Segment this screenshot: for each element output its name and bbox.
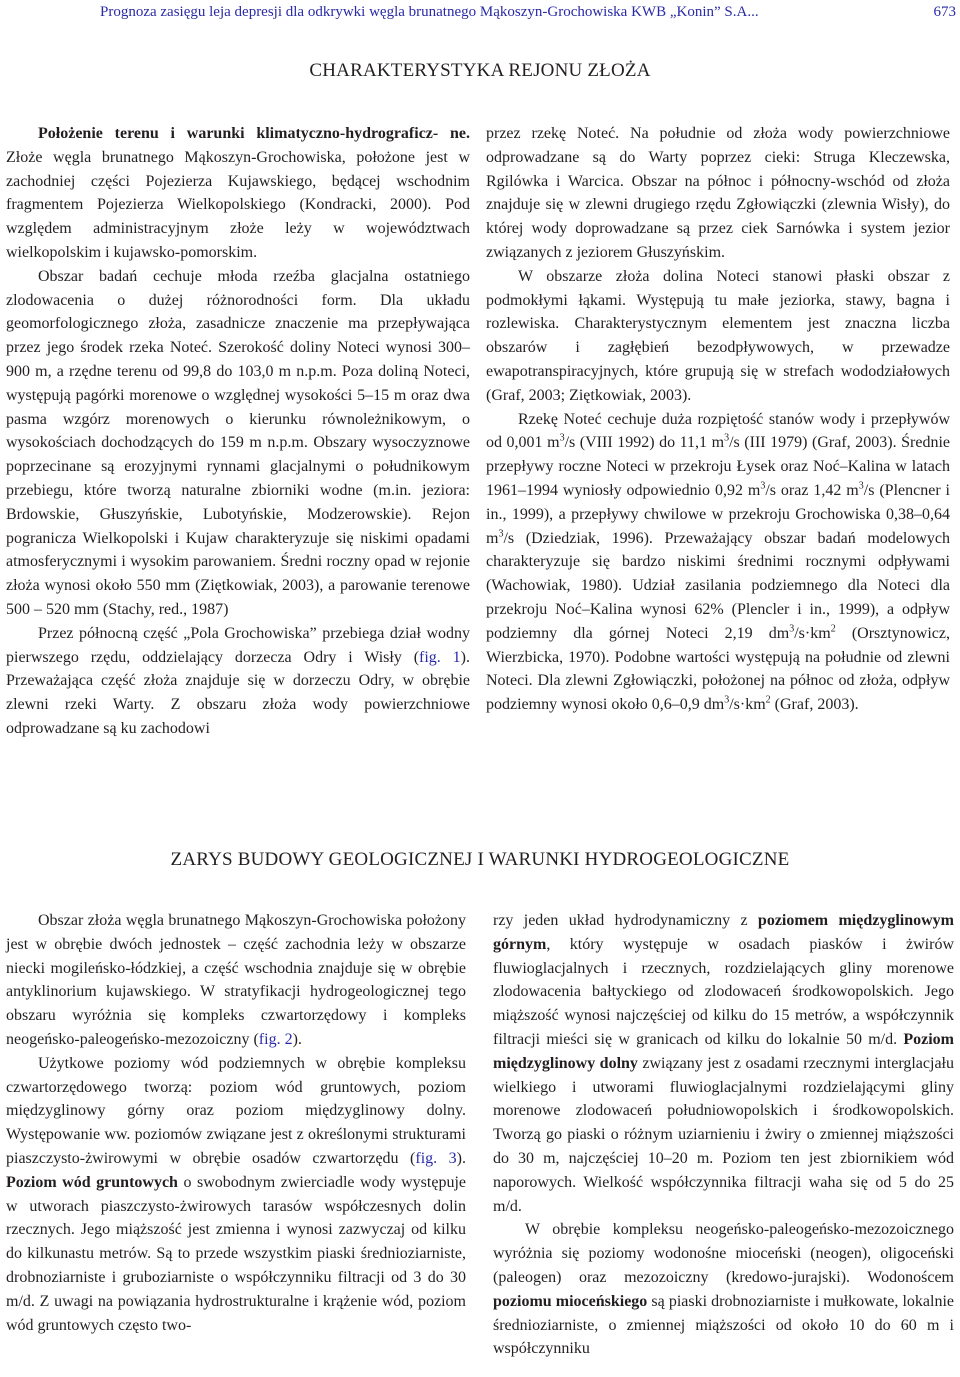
section-heading-region: CHARAKTERYSTYKA REJONU ZŁOŻA — [309, 60, 651, 81]
column-left-bottom — [6, 909, 466, 1337]
subheading-location: Położenie terenu i warunki klimatyczno-hydrograficz- ne. — [38, 125, 470, 142]
fig-2-link[interactable]: fig. 2 — [258, 1030, 293, 1048]
paragraph-neogene: W obrębie kompleksu neogeńsko-paleogeńsko-mezozoicznego wyróżnia się poziomy wodonośne mioceński (neogen), oligoceński (paleogen) oraz mezozoiczny (kredowo-jurajski). Wodonoścem poziomu mioceńskiego są piaski drobnoziarniste i mułkowate, lokalnie średnioziarniste, o zmiennej miąższości od około 10 do 60 m i współczynniku — [493, 1221, 954, 1358]
running-header — [0, 4, 960, 28]
paragraph-flows: Rzekę Noteć cechuje duża rozpiętość stanów wody i przepływów od 0,001 $m^3/s$ (VIII 1992) do 11,1 $m^3/s$ (III 1979) (Graf, 2003). Średnie przepływy roczne Noteci w przekroju Łysek oraz Noć–Kalina w latach 1961–1994 wyniosły odpowiednio 0,92 $m^3/s$ oraz 1,42 $m^3/s$ (Plencner i in., 1999), a przepływy chwilowe w przekroju Grochowiska 0,38–0,64 $m^3/s$ (Dziedziak, 1996). Przeważający obszar badań modelowych charakteryzuje się bardzo niskimi średnimi rocznymi odpływami (Wachowiak, 1980). Udział zasilania podziemnego dla Noteci dla przekroju Noć–Kalina wynosi 62% (Plencler i in., 1999), a odpływ podziemny dla górnej Noteci 2,19 $dm^3/s\cdot km^2$ (Orsztynowicz, Wierzbicka, 1970). Podobne wartości występują na południe od zlewni Noteci. Dla zlewni Zgłowiączki, położonej na północ od złoża, odpływ podziemny wynosi około 0,6–0,9 $dm^3/s\cdot km^2$ (Graf, 2003). — [486, 410, 951, 714]
fig-1-link[interactable]: fig. 1 — [419, 648, 461, 666]
paragraph-aquifers: Użytkowe poziomy wód podziemnych w obrębie kompleksu czwartorzędowego tworzą: poziom wód gruntowych, poziom międzyglinowy górny oraz poziom międzyglinowy dolny. Występowanie ww. poziomów związane jest z określonymi strukturami piaszczysto-żwirowymi w obrębie osadów czwartorzędu (fig. 3). Poziom wód gruntowych o swobodnym zwierciadle wody występuje w utworach piaszczysto-żwirowych tarasów współczesnych dolin rzecznych. Jego miąższość jest zmienna i wynosi zazwyczaj od kilku do kilkunastu metrów. Są to przede wszystkim piaski średnioziarniste, drobnoziarniste i gruboziarniste o współczynniku filtracji od 3 do 30 m/d. Z uwagi na powiązania hydrostrukturalne i krążenie wód, poziom wód gruntowych często two- — [6, 1054, 466, 1334]
section-heading-geology: ZARYS BUDOWY GEOLOGICZNEJ I WARUNKI HYDROGEOLOGICZNE — [170, 849, 790, 870]
column-left-top — [6, 122, 470, 741]
column-right-bottom — [493, 909, 954, 1361]
running-header-title: Prognoza zasięgu leja depresji dla odkrywki węgla brunatnego Mąkoszyn-Grochowiska KWB „Konin” S.A... — [100, 4, 759, 20]
paragraph-interglacial: rzy jeden układ hydrodynamiczny z poziomem międzyglinowym górnym, który występuje w osadach piasków i żwirów fluwioglacjalnych i rzecznych, rozdzielających gliny morenowe zlodowacenia bałtyckiego od zlodowaceń środkowopolskich. Jego miąższość wynosi najczęściej od kilku do 15 metrów, a współczynnik filtracji mieści się w granicach od kilku do lokalnie 50 m/d. Poziom międzyglinowy dolny związany jest z osadami rzecznymi interglacjału wielkiego i utworami fluwioglacjalnymi rozdzielającymi gliny morenowe zlodowaceń południowopolskich i środkowopolskich. Tworzą go piaski o różnym uziarnieniu i żwiry o zmiennej miąższości do 30 m, najczęściej 10–20 m. Poziom ten jest zbiornikiem wód naporowych. Wielkość współczynnika filtracji waha się od 5 do 25 m/d. — [493, 912, 955, 1215]
page-number: 673 — [933, 4, 956, 20]
paragraph-units: Obszar złoża węgla brunatnego Mąkoszyn-Grochowiska położony jest w obrębie dwóch jednostek – część zachodnia leży w obszarze niecki mogileńsko-łódzkiej, a część wschodnia znajduje się w obrębie antyklinorium kujawskiego. W stratyfikacji hydrogeologicznej tego obszaru wyróżnia się kompleks czwartorzędowy i kompleks neogeńsko-paleogeńsko-mezozoiczny (fig. 2). — [6, 912, 466, 1048]
paragraph-drainage: przez rzekę Noteć. Na południe od złoża wody powierzchniowe odprowadzane są do Warty poprzez cieki: Struga Kleczewska, Rgilówka i Warcica. Obszar na północ i północny-wschód od złoża znajduje się w zlewni drugiego rzędu Zgłowiączki (zlewnia Wisły), do której wody doprowadzane są przez ciek Sarnówka i system jezior związanych z jeziorem Głuszyńskim. — [486, 125, 950, 261]
fig-3-link[interactable]: fig. 3 — [415, 1149, 457, 1167]
paragraph-relief: Obszar badań cechuje młoda rzeźba glacjalna ostatniego zlodowacenia o dużej różnorodności form. Dla układu geomorfologicznego złoża, zasadnicze znaczenie ma przepływająca przez jego środek rzeka Noteć. Szerokość doliny Noteci wynosi 300–900 m, a rzędne terenu od 99,8 do 103,0 m n.p.m. Poza doliną Noteci, występują pagórki morenowe o względnej wysokości 5–15 m oraz dwa pasma wzgórz morenowych o kierunku równoleżnikowym, o wysokościach dochodzących do 159 m n.p.m. Obszary wysoczyznowe poprzecinane są erozyjnymi rynnami glacjalnymi o południkowym przebiegu, które tworzą naturalne zbiorniki wodne (m.in. jeziora: Brdowskie, Głuszyńskie, Lubotyńskie, Modzerowskie). Rejon pogranicza Wielkopolski i Kujaw charakteryzuje się niskimi opadami atmosferycznymi i wysokim parowaniem. Średni roczny opad w rejonie złoża wynosi około 550 mm (Ziętkowiak, 2003), a parowanie terenowe 500 – 520 mm (Stachy, red., 1987) — [6, 267, 470, 618]
paragraph-notec-valley: W obszarze złoża dolina Noteci stanowi płaski obszar z podmokłymi łąkami. Występują tu małe jeziorka, stawy, bagna i rozlewiska. Charakterystycznym elementem jest znaczna liczba obszarów i zagłębień bezodpływowych, w przewadze ewapotranspiracyjnych, które grupują się w strefach wododziałowych (Graf, 2003; Ziętkowiak, 2003). — [486, 267, 950, 404]
paragraph-watershed: Przez północną część „Pola Grochowiska” przebiega dział wodny pierwszego rzędu, oddzielający dorzecza Odry i Wisły (fig. 1). Przeważająca część złoża znajduje się w dorzeczu Odry, w obrębie zlewni rzeki Warty. Z obszaru złoża wody powierzchniowe odprowadzane są ku zachodowi — [6, 624, 470, 737]
column-right-top — [486, 122, 950, 717]
paragraph-location: Położenie terenu i warunki klimatyczno-hydrograficz- ne. Złoże węgla brunatnego Mąkoszyn-Grochowiska, położone jest w zachodniej części Pojezierza Kujawskiego, będącej wschodnim fragmentem Pojezierza Wielkopolskiego (Kondracki, 2000). Pod względem administracyjnym złoże leży w województwach wielkopolskim i kujawsko-pomorskim. — [6, 125, 470, 261]
